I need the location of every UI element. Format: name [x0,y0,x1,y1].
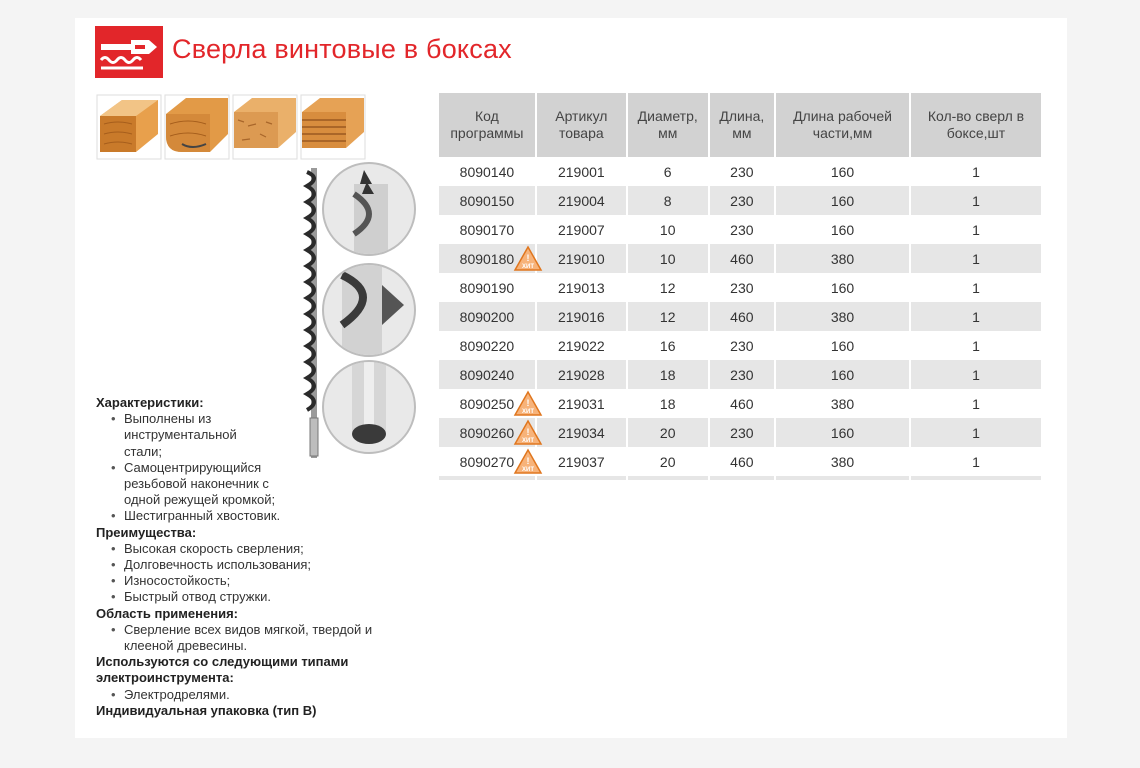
cell-value: 219004 [557,192,605,209]
cell-value: 380 [830,250,855,267]
cell-value: 18 [659,366,676,383]
table-cell-work-length [776,360,909,389]
cell-value: 1 [972,308,980,325]
table-cell-work-length [776,186,909,215]
cell-value: 160 [830,221,855,238]
table-cell-code [439,418,535,447]
tools-list [96,687,416,703]
table-cell-diameter [628,215,708,244]
packaging-note: Индивидуальная упаковка (тип В) [96,702,317,718]
table-cell-work-length [776,331,909,360]
table-cell-qty [911,389,1041,418]
cell-value: 380 [830,395,855,412]
table-cell-article [537,157,626,186]
header-article: Артикул товара [537,93,626,157]
list-item: • Износостойкость; [124,573,416,589]
hit-label: ХИТ [521,438,534,444]
table-cell-article [537,302,626,331]
table-row [439,186,1041,215]
table-cell-diameter [628,331,708,360]
table-cell-article [537,389,626,418]
hit-badge-icon [513,448,543,475]
table-cell-length [710,273,775,302]
drill-tip-closeup [322,162,416,256]
cell-value: 160 [830,192,855,209]
table-cell-diameter [628,418,708,447]
table-cell-code [439,360,535,389]
table-cell-work-length [776,273,909,302]
cell-value: 8090170 [459,221,515,238]
cell-value: 1 [972,424,980,441]
table-row [439,215,1041,244]
cell-value: 219010 [557,250,605,267]
list-item: • Шестигранный хвостовик. [124,508,416,524]
cell-value: 8090270 [459,453,515,470]
table-cell-code [439,186,535,215]
wood-block-end-icon [96,94,162,160]
table-cell-work-length [776,215,909,244]
list-item: • Выполнены из инструментальной стали; [124,411,264,460]
cell-value: 8090140 [459,163,515,180]
cell-value: 1 [972,221,980,238]
table-cell-length [710,157,775,186]
cell-value: 460 [730,308,754,325]
cell-value: 160 [830,163,855,180]
table-row [439,273,1041,302]
cell-value: 8090250 [459,395,515,412]
table-cell-article [537,273,626,302]
table-cell-length [710,389,775,418]
cell-value: 219016 [557,308,605,325]
table-cell-qty [911,360,1041,389]
advantages-list [96,541,416,606]
svg-text:!: ! [526,398,530,408]
table-cell-qty [911,302,1041,331]
svg-text:!: ! [526,427,530,437]
wood-panel-icon [232,94,298,160]
table-cell-article [537,447,626,480]
tools-title: Используются со следующими типами электроинструмента: [96,654,349,686]
table-cell-work-length [776,302,909,331]
cell-value: 12 [659,279,676,296]
wood-block-rounded-icon [164,94,230,160]
header-qty: Кол-во сверл в боксе,шт [911,93,1041,157]
cell-value: 1 [972,395,980,412]
table-cell-length [710,418,775,447]
table-cell-qty [911,331,1041,360]
svg-text:!: ! [526,456,530,466]
table-cell-length [710,244,775,273]
table-cell-length [710,186,775,215]
table-cell-code [439,273,535,302]
list-item: • Сверление всех видов мягкой, твердой и клееной древесины. [124,622,416,654]
list-item: • Долговечность использования; [124,557,416,573]
table-row [439,447,1041,480]
table-cell-diameter [628,302,708,331]
cell-value: 1 [972,453,980,470]
advantages-title: Преимущества: [96,524,197,540]
cell-value: 8 [663,192,672,209]
hit-badge-icon [513,245,543,272]
cell-value: 219007 [557,221,605,238]
cell-value: 1 [972,337,980,354]
table-cell-code [439,331,535,360]
table-cell-qty [911,273,1041,302]
table-cell-code [439,215,535,244]
table-cell-qty [911,215,1041,244]
table-cell-code [439,389,535,418]
cell-value: 230 [730,279,754,296]
table-cell-diameter [628,360,708,389]
list-item: • Высокая скорость сверления; [124,541,416,557]
cell-value: 6 [663,163,672,180]
table-cell-diameter [628,244,708,273]
table-cell-article [537,418,626,447]
header-length: Длина, мм [710,93,775,157]
table-cell-work-length [776,244,909,273]
table-row [439,389,1041,418]
cell-value: 18 [659,395,676,412]
table-cell-work-length [776,389,909,418]
table-cell-length [710,215,775,244]
header-diameter: Диаметр, мм [628,93,708,157]
table-cell-diameter [628,389,708,418]
cell-value: 219001 [557,163,605,180]
cell-value: 219028 [557,366,605,383]
svg-text:!: ! [526,253,530,263]
table-cell-qty [911,447,1041,480]
table-cell-code [439,447,535,480]
cell-value: 1 [972,279,980,296]
cell-value: 460 [730,395,754,412]
cell-value: 8090260 [459,424,515,441]
table-cell-code [439,244,535,273]
cell-value: 230 [730,163,754,180]
drill-cutting-edge-closeup [322,263,416,357]
cell-value: 230 [730,337,754,354]
table-cell-article [537,186,626,215]
cell-value: 8090180 [459,250,515,267]
list-item: • Электродрелями. [124,687,416,703]
table-cell-diameter [628,186,708,215]
table-row [439,244,1041,273]
header-work-length: Длина рабочей части,мм [776,93,909,157]
product-description [96,395,416,719]
hit-badge-icon [513,390,543,417]
page-title: Сверла винтовые в боксах [172,34,512,64]
cell-value: 10 [659,250,676,267]
table-cell-length [710,331,775,360]
table-row [439,331,1041,360]
cell-value: 380 [830,453,855,470]
table-row [439,418,1041,447]
list-item: • Быстрый отвод стружки. [124,589,416,605]
application-list [96,622,416,654]
table-cell-work-length [776,418,909,447]
table-cell-qty [911,157,1041,186]
table-cell-article [537,360,626,389]
cell-value: 8090190 [459,279,515,296]
cell-value: 460 [730,453,754,470]
table-cell-length [710,360,775,389]
cell-value: 160 [830,424,855,441]
cell-value: 8090240 [459,366,515,383]
cell-value: 16 [659,337,676,354]
cell-value: 230 [730,192,754,209]
table-row [439,157,1041,186]
cell-value: 230 [730,424,754,441]
cell-value: 460 [730,250,754,267]
table-cell-qty [911,244,1041,273]
cell-value: 219013 [557,279,605,296]
cell-value: 10 [659,221,676,238]
drill-logo-icon [95,26,163,78]
cell-value: 8090200 [459,308,515,325]
cell-value: 8090150 [459,192,515,209]
table-row [439,360,1041,389]
cell-value: 160 [830,366,855,383]
table-cell-qty [911,186,1041,215]
list-item: • Самоцентрирующийся резьбовой наконечник с одной режущей кромкой; [124,460,304,509]
cell-value: 1 [972,366,980,383]
table-cell-diameter [628,157,708,186]
cell-value: 219034 [557,424,605,441]
drill-specs-table [437,93,1043,480]
table-row [439,302,1041,331]
hit-label: ХИТ [521,467,534,473]
cell-value: 230 [730,221,754,238]
table-cell-qty [911,418,1041,447]
table-cell-article [537,331,626,360]
cell-value: 20 [659,453,676,470]
cell-value: 230 [730,366,754,383]
cell-value: 219031 [557,395,605,412]
cell-value: 219022 [557,337,605,354]
cell-value: 160 [830,337,855,354]
cell-value: 380 [830,308,855,325]
table-cell-article [537,244,626,273]
table-cell-article [537,215,626,244]
header-code: Код программы [439,93,535,157]
cell-value: 160 [830,279,855,296]
cell-value: 1 [972,250,980,267]
table-cell-code [439,302,535,331]
cell-value: 8090220 [459,337,515,354]
hit-badge-icon [513,419,543,446]
cell-value: 12 [659,308,676,325]
table-cell-length [710,302,775,331]
table-cell-code [439,157,535,186]
table-cell-diameter [628,447,708,480]
hit-label: ХИТ [521,409,534,415]
cell-value: 219037 [557,453,605,470]
characteristics-list [96,411,416,524]
characteristics-title: Характеристики: [96,395,204,410]
table-cell-diameter [628,273,708,302]
cell-value: 20 [659,424,676,441]
application-title: Область применения: [96,605,238,621]
table-cell-work-length [776,447,909,480]
table-cell-length [710,447,775,480]
wood-plywood-icon [300,94,366,160]
cell-value: 1 [972,192,980,209]
cell-value: 1 [972,163,980,180]
table-cell-work-length [776,157,909,186]
hit-label: ХИТ [521,264,534,270]
